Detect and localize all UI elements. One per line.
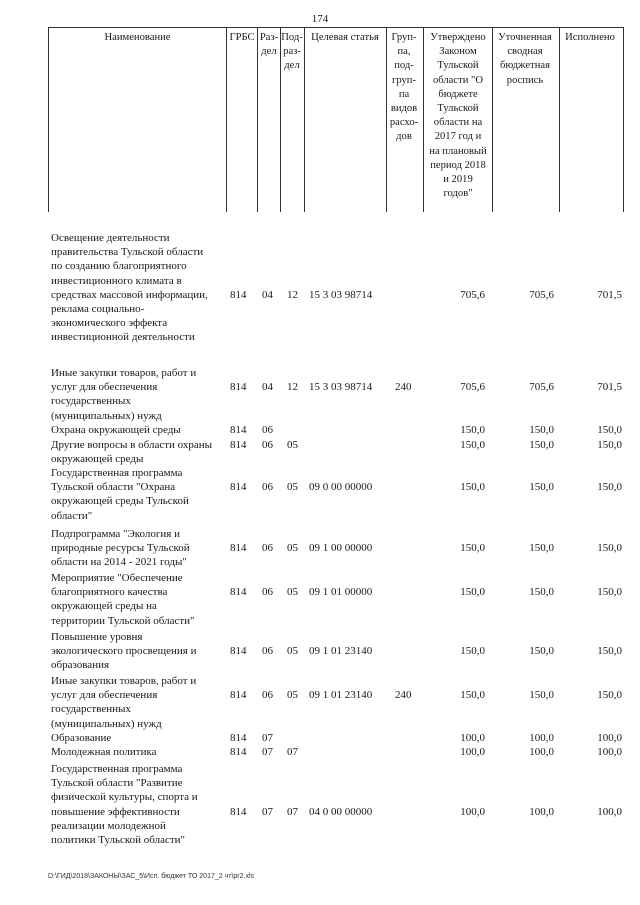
cell-razdel: 07 <box>262 805 273 818</box>
cell-razdel: 06 <box>262 439 273 451</box>
cell-refined: 150,0 <box>529 689 554 702</box>
cell-target-article: 09 1 01 23140 <box>309 689 373 702</box>
row-name: Другие вопросы в области охраны окружающей среды <box>51 439 213 466</box>
cell-target-article: 09 1 01 00000 <box>309 586 373 599</box>
cell-podrazdel: 05 <box>287 586 298 599</box>
cell-expense-type: 240 <box>395 381 412 394</box>
cell-expense-type: 240 <box>395 689 412 702</box>
cell-razdel: 06 <box>262 542 273 555</box>
cell-razdel: 07 <box>262 732 273 744</box>
cell-executed: 150,0 <box>597 645 622 658</box>
cell-target-article: 09 0 00 00000 <box>309 481 373 494</box>
cell-approved: 150,0 <box>460 439 485 451</box>
cell-grbs: 814 <box>230 805 247 818</box>
cell-razdel: 04 <box>262 381 273 394</box>
cell-approved: 705,6 <box>460 381 485 394</box>
cell-refined: 150,0 <box>529 439 554 451</box>
cell-grbs: 814 <box>230 481 247 494</box>
cell-refined: 150,0 <box>529 542 554 555</box>
cell-executed: 100,0 <box>597 746 622 758</box>
cell-target-article: 04 0 00 00000 <box>309 805 373 818</box>
page-number: 174 <box>311 13 329 25</box>
cell-podrazdel: 05 <box>287 542 298 555</box>
header-target-article: Целевая статья <box>311 32 379 43</box>
cell-podrazdel: 05 <box>287 481 298 494</box>
cell-executed: 701,5 <box>597 288 622 301</box>
cell-executed: 100,0 <box>597 732 622 744</box>
cell-razdel: 06 <box>262 689 273 702</box>
cell-grbs: 814 <box>230 746 247 758</box>
cell-grbs: 814 <box>230 689 247 702</box>
cell-approved: 150,0 <box>460 645 485 658</box>
row-name: Охрана окружающей среды <box>51 424 181 436</box>
cell-refined: 150,0 <box>529 481 554 494</box>
cell-executed: 150,0 <box>597 439 622 451</box>
cell-executed: 150,0 <box>597 689 622 702</box>
cell-razdel: 04 <box>262 288 273 301</box>
cell-grbs: 814 <box>230 439 247 451</box>
cell-executed: 150,0 <box>597 542 622 555</box>
header-refined: Уточненная сводная бюджетная роспись <box>498 32 552 86</box>
header-podrazdel: Под- раз- дел <box>281 32 303 72</box>
cell-approved: 150,0 <box>460 424 485 436</box>
cell-target-article: 15 3 03 98714 <box>309 381 373 394</box>
cell-podrazdel: 05 <box>287 645 298 658</box>
cell-approved: 100,0 <box>460 732 485 744</box>
row-name: Иные закупки товаров, работ и услуг для обеспечения государственных (муниципальных) нужд <box>51 675 197 730</box>
row-name: Государственная программа Тульской области "Развитие физической культуры, спорта и повышение эффективности реализации молодежной политики Тульской области" <box>51 763 198 847</box>
cell-approved: 150,0 <box>460 689 485 702</box>
cell-refined: 100,0 <box>529 805 554 818</box>
cell-grbs: 814 <box>230 381 247 394</box>
header-approved: Утверждено Законом Тульской области "О бюджете Тульской области на 2017 год и на плановый период 2018 и 2019 годов" <box>429 32 487 200</box>
cell-razdel: 06 <box>262 645 273 658</box>
cell-grbs: 814 <box>230 645 247 658</box>
cell-executed: 150,0 <box>597 586 622 599</box>
cell-refined: 705,6 <box>529 381 554 394</box>
cell-grbs: 814 <box>230 288 247 301</box>
cell-refined: 150,0 <box>529 424 554 436</box>
cell-grbs: 814 <box>230 586 247 599</box>
row-name: Подпрограмма "Экология и природные ресурсы Тульской области на 2014 - 2021 годы" <box>51 528 190 569</box>
cell-razdel: 07 <box>262 746 273 758</box>
cell-executed: 100,0 <box>597 805 622 818</box>
row-name: Иные закупки товаров, работ и услуг для обеспечения государственных (муниципальных) нужд <box>51 367 197 422</box>
header-grbs: ГРБС <box>229 32 255 43</box>
cell-approved: 150,0 <box>460 542 485 555</box>
cell-podrazdel: 07 <box>287 746 298 758</box>
row-name: Освещение деятельности правительства Тульской области по созданию благоприятного инвестиционного климата в средствах массовой информации, реклама социально- экономического эффекта инвестиционной деятельности <box>51 232 208 344</box>
cell-grbs: 814 <box>230 542 247 555</box>
cell-target-article: 15 3 03 98714 <box>309 288 373 301</box>
cell-podrazdel: 12 <box>287 288 298 301</box>
header-name: Наименование <box>104 32 171 43</box>
cell-razdel: 06 <box>262 424 273 436</box>
cell-refined: 150,0 <box>529 586 554 599</box>
cell-refined: 150,0 <box>529 645 554 658</box>
row-name: Повышение уровня экологического просвещения и образования <box>51 631 197 672</box>
cell-refined: 100,0 <box>529 732 554 744</box>
cell-razdel: 06 <box>262 481 273 494</box>
cell-approved: 100,0 <box>460 746 485 758</box>
cell-podrazdel: 07 <box>287 805 298 818</box>
cell-approved: 150,0 <box>460 481 485 494</box>
cell-approved: 705,6 <box>460 288 485 301</box>
header-expense-group: Груп- па, под- груп- па видов расхо- дов <box>389 32 419 143</box>
cell-executed: 701,5 <box>597 381 622 394</box>
cell-podrazdel: 05 <box>287 439 298 451</box>
header-razdel: Раз- дел <box>259 32 279 58</box>
row-name: Государственная программа Тульской области "Охрана окружающей среды Тульской области" <box>51 467 189 522</box>
cell-approved: 100,0 <box>460 805 485 818</box>
cell-podrazdel: 05 <box>287 689 298 702</box>
cell-target-article: 09 1 01 23140 <box>309 645 373 658</box>
cell-grbs: 814 <box>230 424 247 436</box>
cell-razdel: 06 <box>262 586 273 599</box>
cell-refined: 100,0 <box>529 746 554 758</box>
cell-target-article: 09 1 00 00000 <box>309 542 373 555</box>
cell-podrazdel: 12 <box>287 381 298 394</box>
cell-refined: 705,6 <box>529 288 554 301</box>
cell-grbs: 814 <box>230 732 247 744</box>
cell-executed: 150,0 <box>597 424 622 436</box>
row-name: Образование <box>51 732 112 744</box>
header-executed: Исполнено <box>565 32 615 43</box>
file-path-footer: D:\ГИД\2018\ЗАКОНЫ\ЗАС_5\Исп. бюджет ТО 2017_2 чт\pr2.xls <box>48 873 255 880</box>
row-name: Мероприятие "Обеспечение благоприятного качества окружающей среды на территории Тульской области" <box>51 572 195 627</box>
cell-executed: 150,0 <box>597 481 622 494</box>
row-name: Молодежная политика <box>51 746 157 758</box>
cell-approved: 150,0 <box>460 586 485 599</box>
